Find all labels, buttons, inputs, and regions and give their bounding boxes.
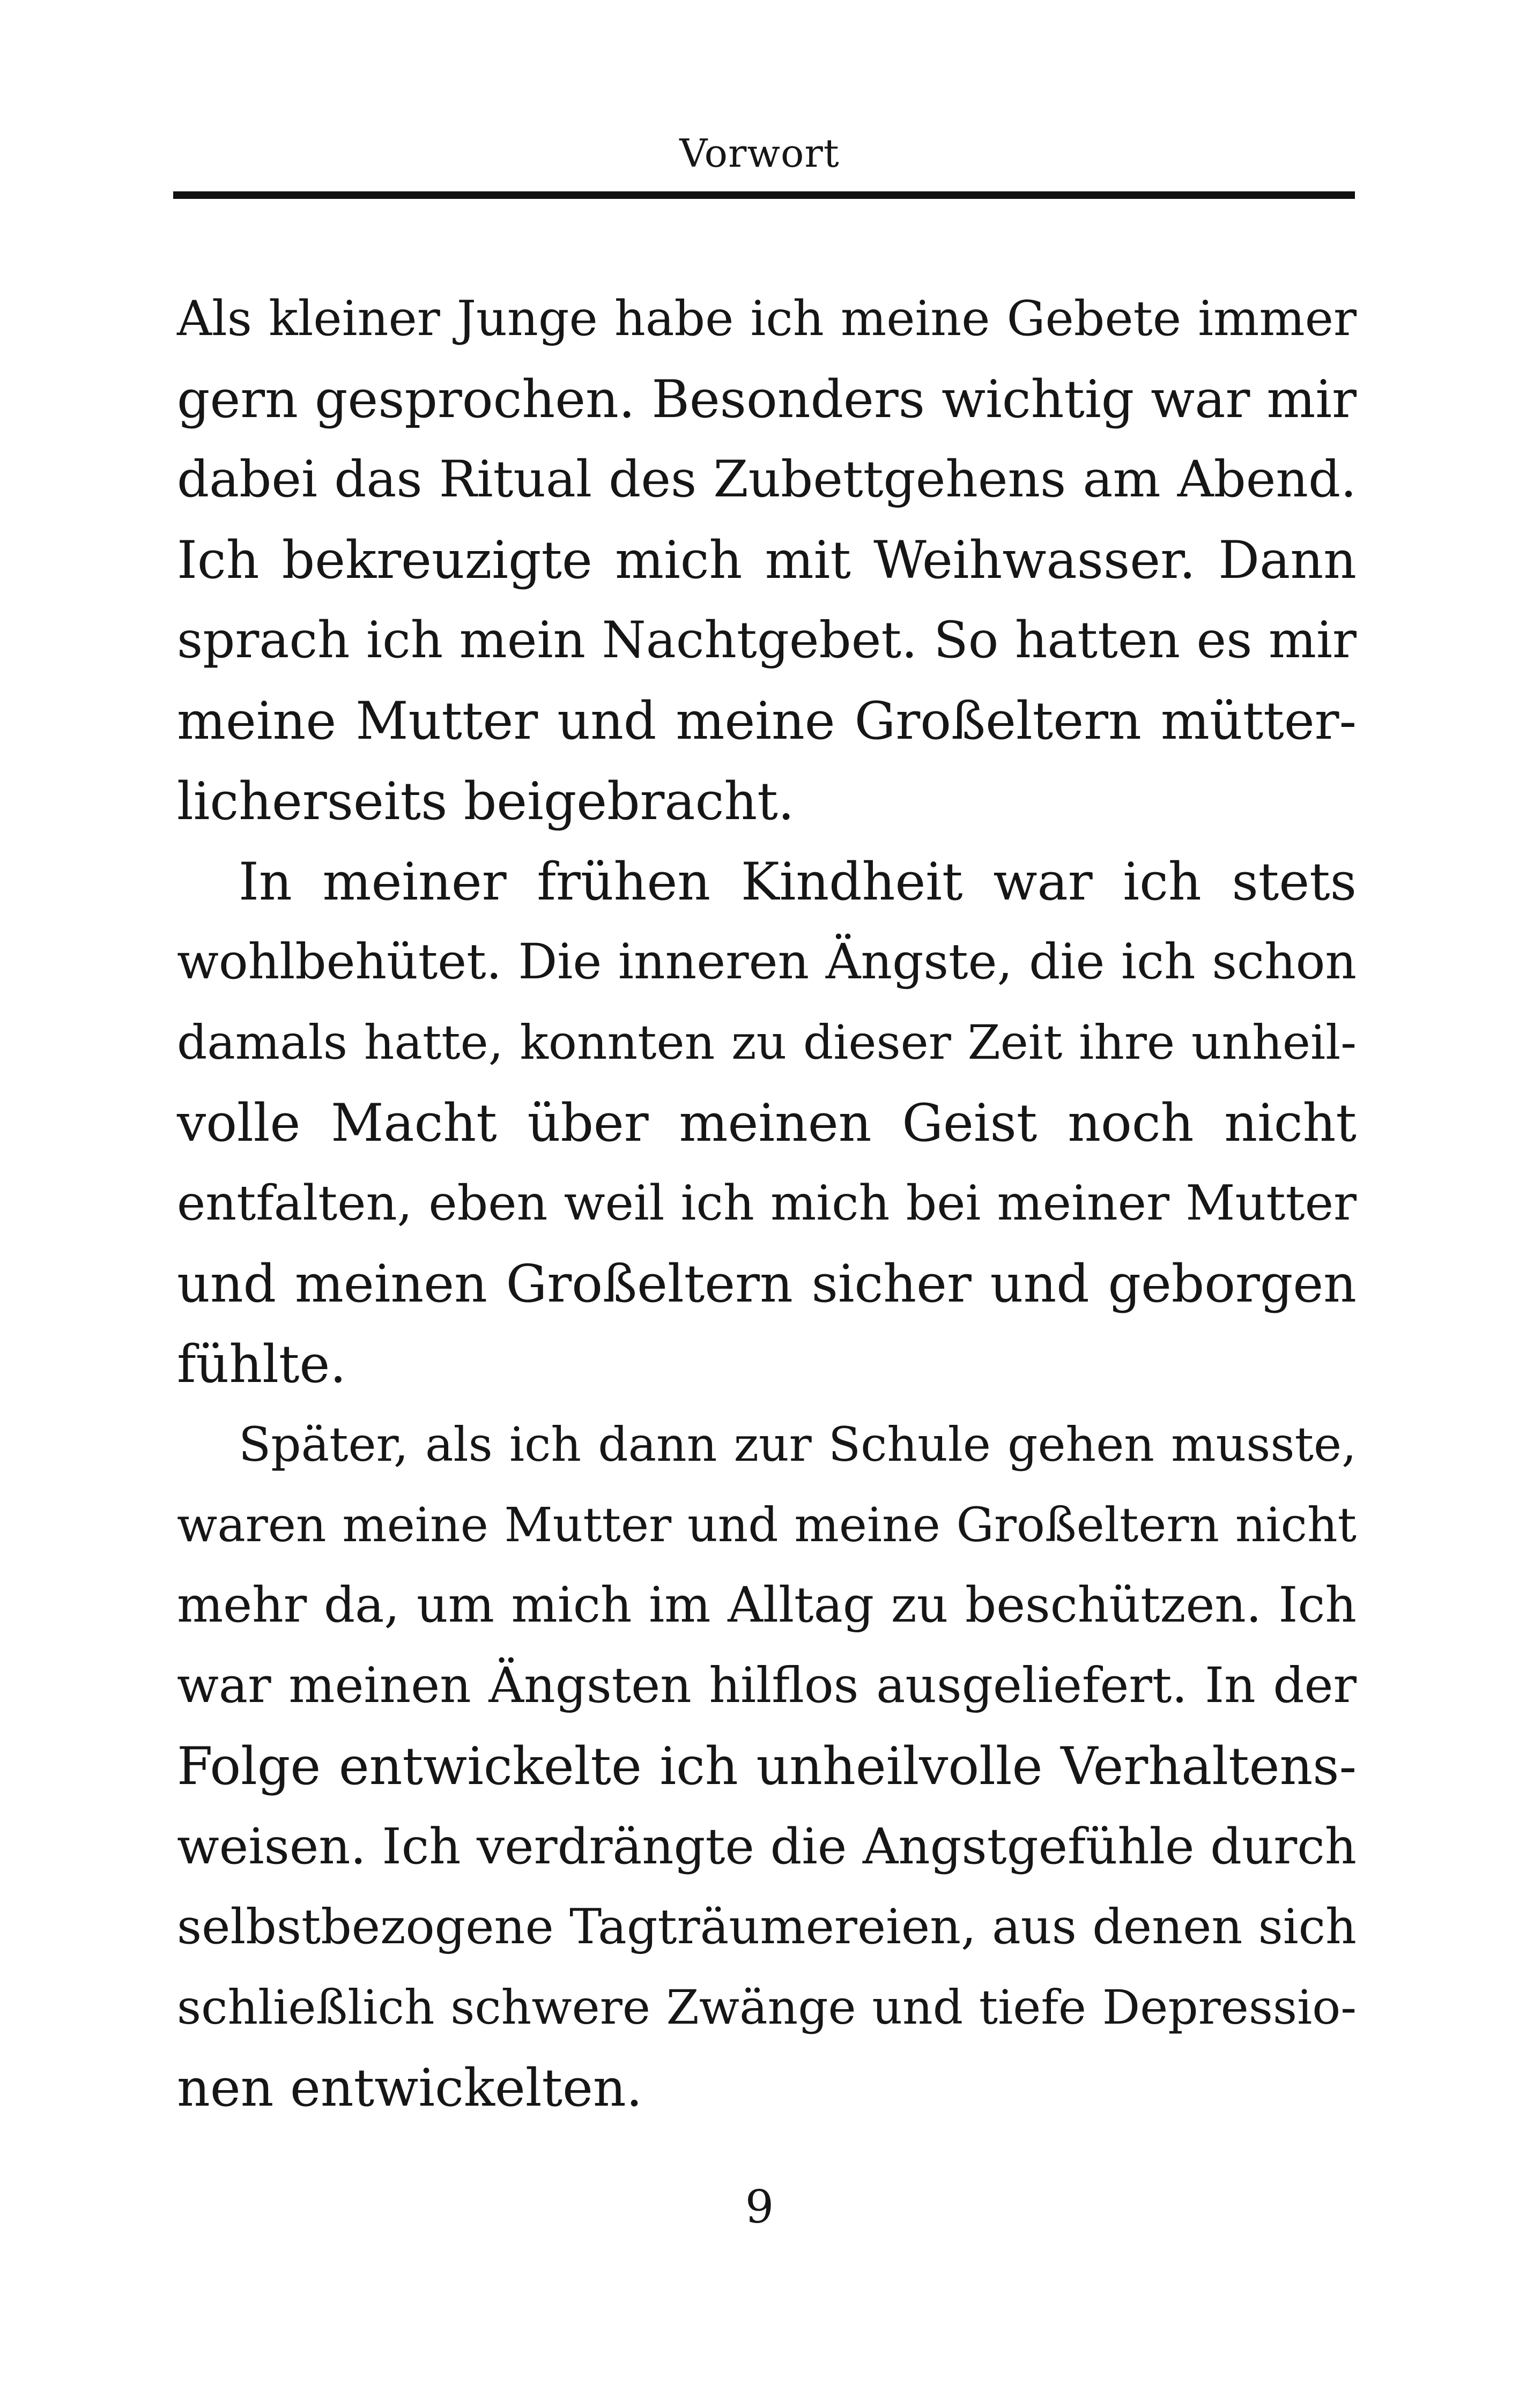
text-line: dabei das Ritual des Zubettgehens am Abend. — [177, 450, 1357, 509]
text-line: wohlbehütet. Die inneren Ängste, die ich schon — [177, 934, 1357, 990]
paragraph-2 — [177, 842, 1357, 1404]
text-line: Folge entwickelte ich unheilvolle Verhaltens- — [177, 1736, 1357, 1796]
text-line: gern gesprochen. Besonders wichtig war mir — [177, 369, 1357, 429]
text-line: fühlte. — [177, 1334, 346, 1394]
text-line: entfalten, eben weil ich mich bei meiner Mutter — [177, 1175, 1357, 1231]
text-line: weisen. Ich verdrängte die Angstgefühle durch — [177, 1818, 1357, 1875]
running-head-title: Vorwort — [679, 131, 840, 176]
text-line: waren meine Mutter und meine Großeltern nicht — [177, 1497, 1357, 1552]
text-line: mehr da, um mich im Alltag zu beschützen. Ich — [177, 1577, 1357, 1633]
text-line: war meinen Ängsten hilflos ausgeliefert. In der — [177, 1658, 1357, 1714]
text-line: selbstbezogene Tagträumereien, aus denen sich — [177, 1899, 1357, 1955]
text-line: Später, als ich dann zur Schule gehen musste, — [239, 1417, 1357, 1472]
text-line: Ich bekreuzigte mich mit Weihwasser. Dann — [177, 530, 1357, 590]
text-line: und meinen Großeltern sicher und geborgen — [177, 1254, 1357, 1314]
page-number: 9 — [745, 2181, 774, 2233]
text-line: sprach ich mein Nachtgebet. So hatten es mir — [177, 611, 1357, 670]
header-rule — [173, 191, 1355, 199]
paragraph-3 — [177, 1404, 1357, 2128]
text-line: nen entwickelten. — [177, 2058, 643, 2118]
body-text — [177, 279, 1357, 2128]
text-line: licherseits beigebracht. — [177, 771, 795, 831]
text-line: volle Macht über meinen Geist noch nicht — [177, 1093, 1357, 1153]
text-line: meine Mutter und meine Großeltern mütter- — [177, 691, 1357, 751]
text-line: In meiner frühen Kindheit war ich stets — [239, 852, 1357, 912]
paragraph-1 — [177, 279, 1357, 842]
text-line: Als kleiner Junge habe ich meine Gebete immer — [177, 291, 1357, 347]
text-line: damals hatte, konnten zu dieser Zeit ihre unheil- — [177, 1015, 1357, 1070]
text-line: schließlich schwere Zwänge und tiefe Depressio- — [177, 1980, 1357, 2035]
